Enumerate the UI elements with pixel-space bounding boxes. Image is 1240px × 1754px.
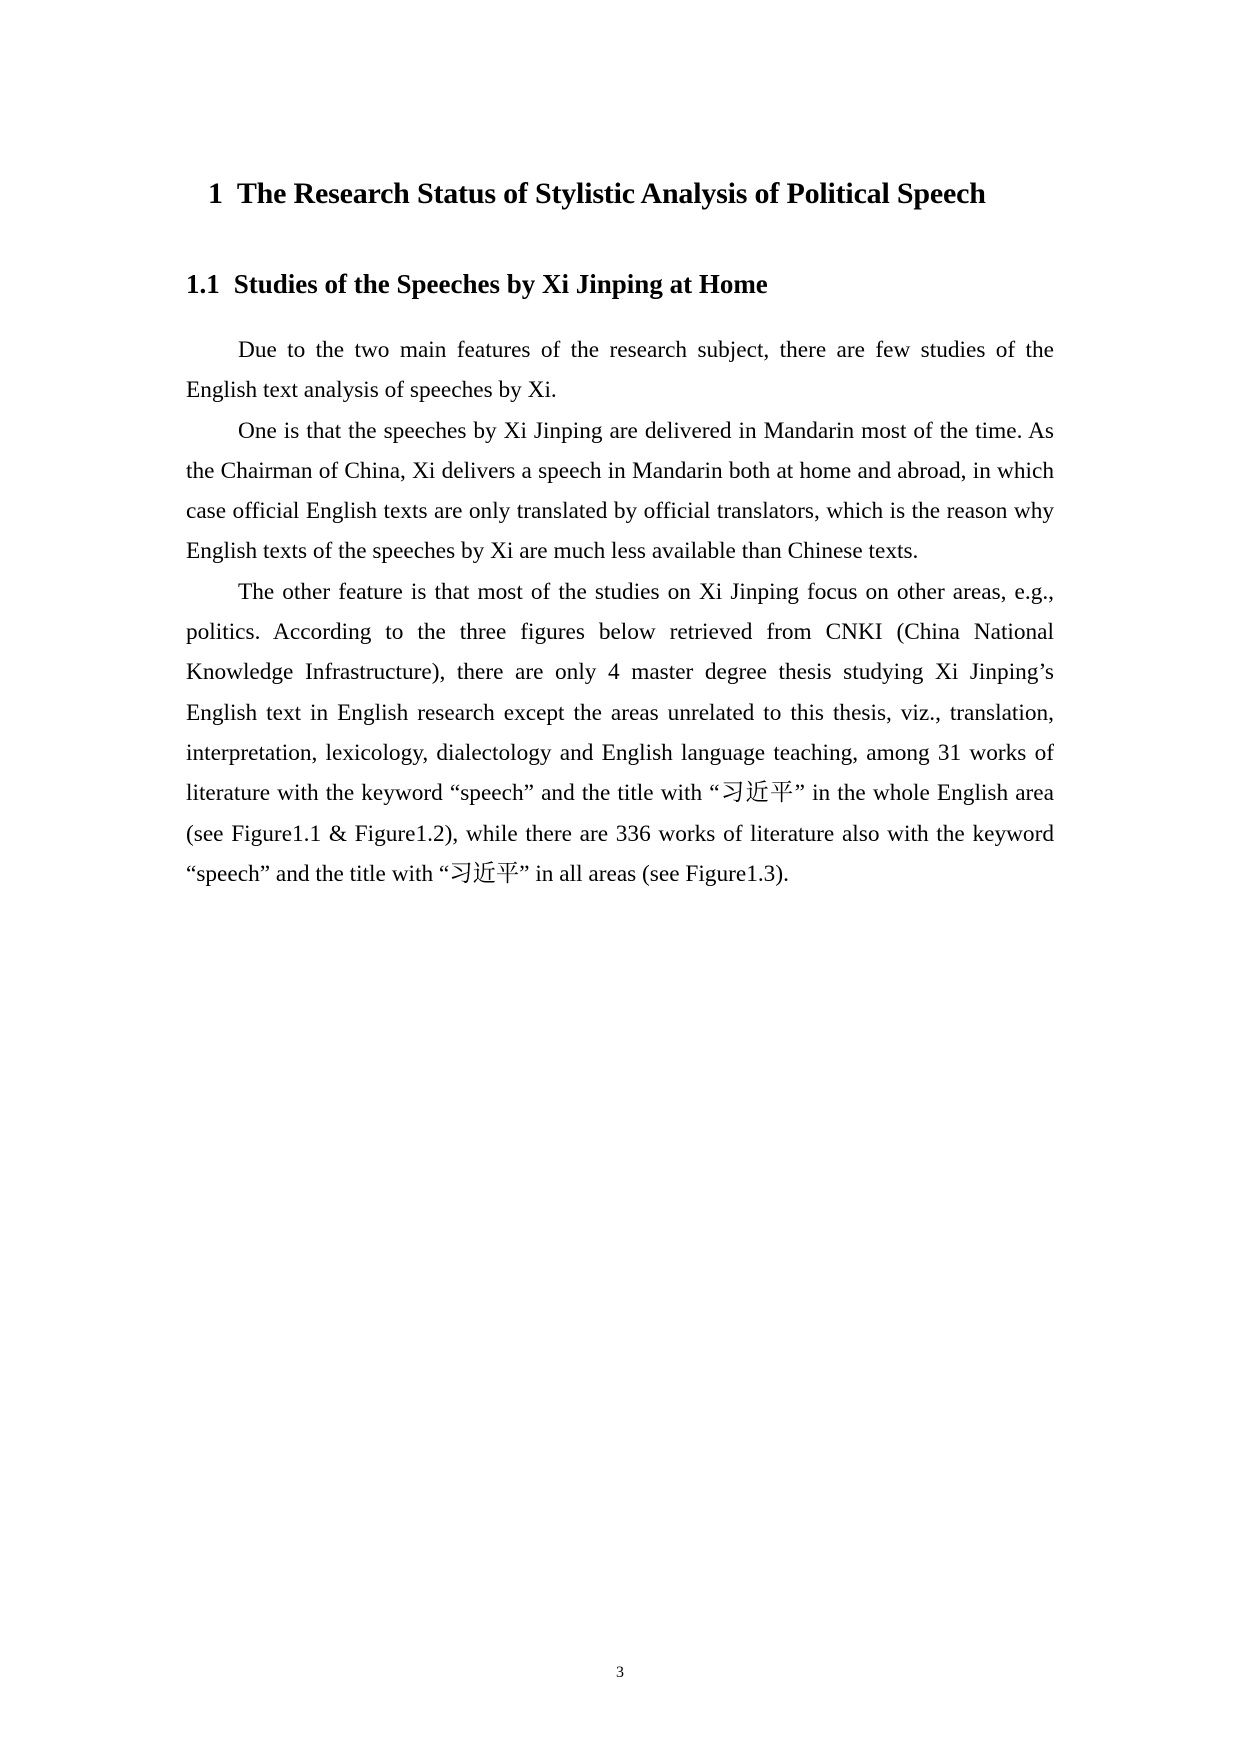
section-number: 1.1 (186, 269, 220, 299)
paragraph-2: One is that the speeches by Xi Jinping are delivered in Mandarin most of the time. As the Chairman of China, Xi delivers a speech in Mandarin both at home and abroad, in which case official English texts are only translated by official translators, which is the reason why English texts of the speeches by Xi are much less available than Chinese texts. (186, 417, 1054, 565)
page-number: 3 (616, 1664, 624, 1681)
body-text (186, 330, 1054, 894)
section-title-text: Studies of the Speeches by Xi Jinping at Home (233, 269, 768, 299)
paragraph-3: The other feature is that most of the studies on Xi Jinping focus on other areas, e.g., politics. According to the three figures below retrieved from CNKI (China National Knowledge Infrastructure), there are only 4 master degree thesis studying Xi Jinping’s English text in English research except the areas unrelated to this thesis, viz., translation, interpretation, lexicology, dialectology and English language teaching, among 31 works of literature with the keyword “speech” and the title with “习近平” in the whole English area (see Figure1.1 & Figure1.2), while there are 336 works of literature also with the keyword “speech” and the title with “习近平” in all areas (see Figure1.3). (186, 578, 1054, 887)
chapter-title-text: The Research Status of Stylistic Analysis of Political Speech (236, 177, 986, 210)
section-heading (186, 266, 1086, 302)
chapter-number: 1 (208, 177, 223, 210)
chapter-heading (208, 174, 1108, 214)
paragraph-1: Due to the two main features of the research subject, there are few studies of the English text analysis of speeches by Xi. (186, 337, 1054, 404)
